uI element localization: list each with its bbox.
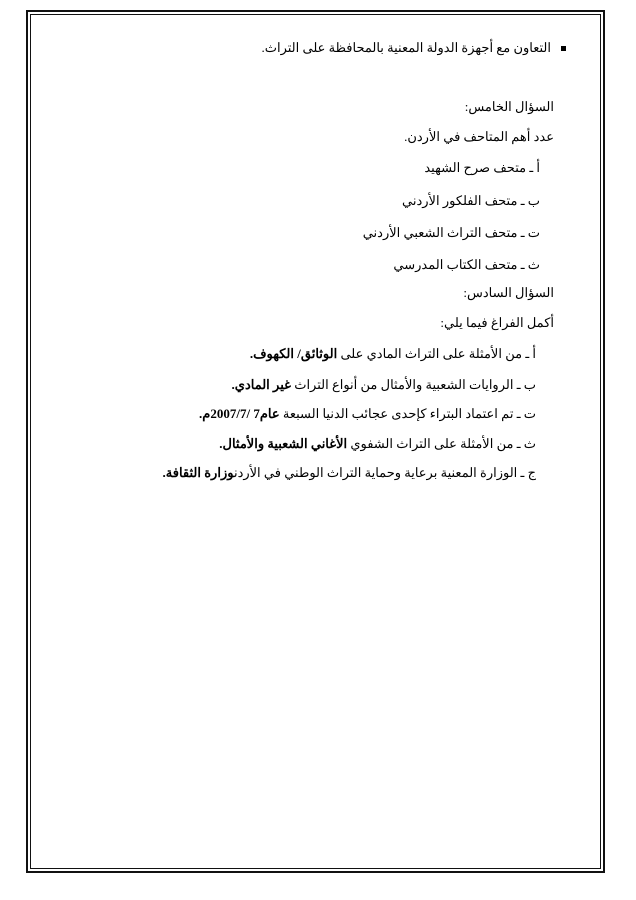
q6-item-a: [250, 346, 536, 362]
bullet-item-text: التعاون مع أجهزة الدولة المعنية بالمحافظة على التراث.: [261, 40, 551, 55]
q6-item-b: [232, 377, 536, 393]
q5-item-b: ب ـ متحف الفلكور الأردني: [402, 193, 540, 208]
q6-item-t-answer: عام7 /2007/7: [210, 406, 280, 421]
q6-prompt: أكمل الفراغ فيما يلي:: [440, 315, 554, 330]
q6-item-th-text: ث ـ من الأمثلة على التراث الشفوي: [347, 436, 536, 451]
q5-title: السؤال الخامس:: [464, 99, 554, 114]
q6-item-b-text: ب ـ الروايات الشعبية والأمثال من أنواع التراث: [290, 377, 536, 392]
q6-item-th-end: .: [219, 436, 223, 451]
q6-item-b-end: .: [231, 377, 235, 392]
q6-item-j-end: .: [162, 465, 166, 480]
q6-item-a-end: .: [249, 346, 254, 361]
q6-item-j: [163, 465, 536, 481]
q5-item-a: أ ـ متحف صرح الشهيد: [424, 160, 540, 175]
q5-item-t: ت ـ متحف التراث الشعبي الأردني: [362, 225, 540, 240]
q6-item-th-answer: الأغاني الشعبية والأمثال: [222, 436, 348, 451]
q6-item-j-text: ج ـ الوزارة المعنية برعاية وحماية التراث الوطني في الأردن: [233, 465, 536, 480]
q6-item-a-answer: الوثائق/ الكهوف: [253, 346, 338, 361]
q6-item-t-text: ت ـ تم اعتماد البتراء كإحدى عجائب الدنيا السبعة: [279, 406, 536, 421]
q6-title: السؤال السادس:: [463, 285, 554, 300]
q6-item-t-end: م.: [199, 406, 211, 421]
q6-item-b-answer: غير المادي: [234, 377, 291, 392]
q6-item-j-answer: وزارة الثقافة: [165, 465, 234, 480]
bullet-item: [261, 40, 566, 56]
square-bullet-icon: [561, 46, 566, 51]
q6-item-t: [199, 406, 536, 422]
q5-item-th: ث ـ متحف الكتاب المدرسي: [393, 257, 540, 272]
q6-item-th: [219, 436, 536, 452]
q6-item-a-text: أ ـ من الأمثلة على التراث المادي على: [337, 346, 536, 361]
q5-prompt: عدد أهم المتاحف في الأردن.: [404, 129, 554, 144]
